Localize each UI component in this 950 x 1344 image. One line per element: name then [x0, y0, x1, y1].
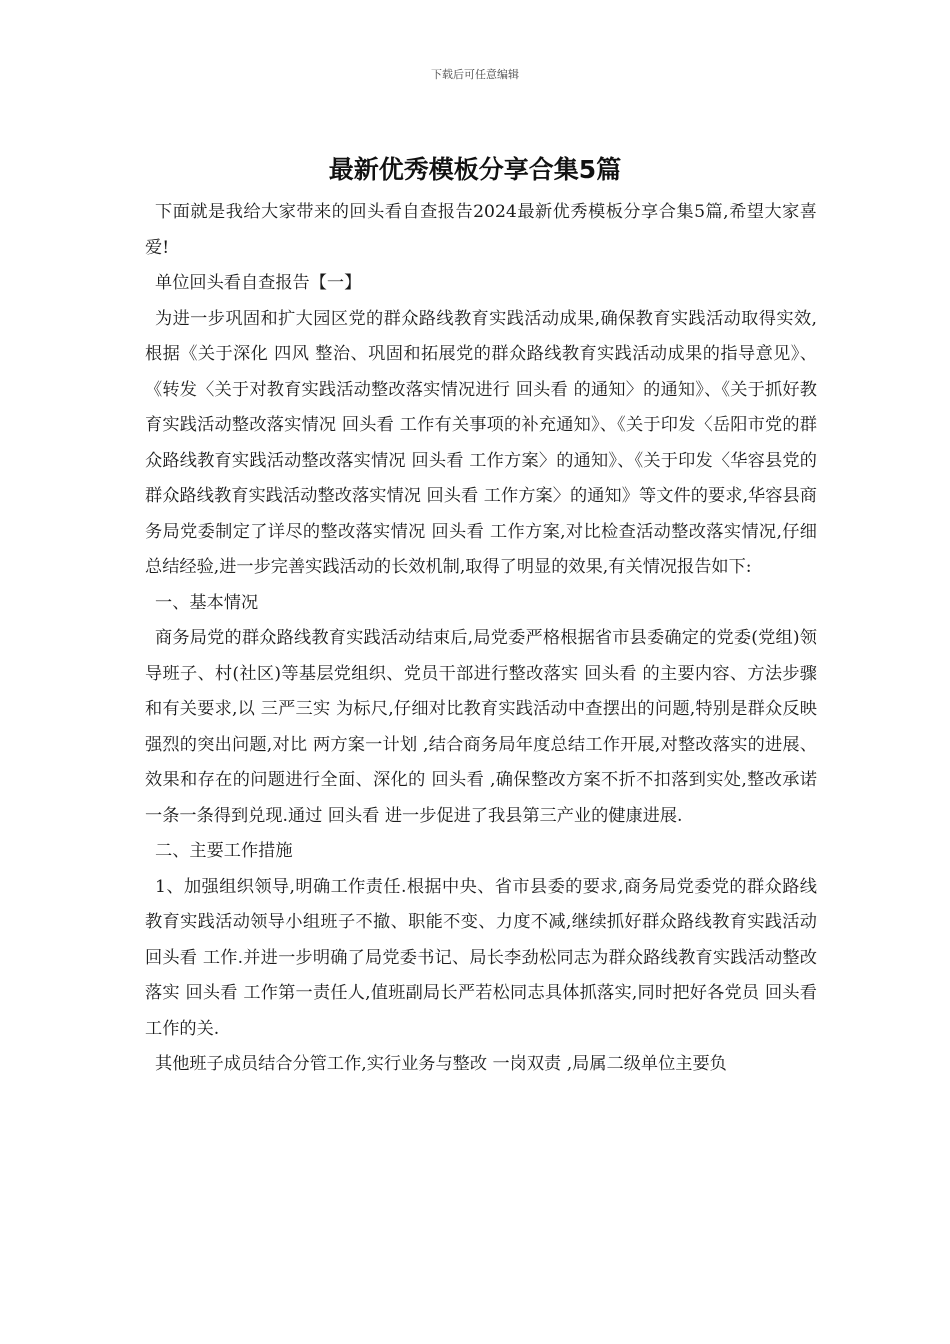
paragraph-other-members: 其他班子成员结合分管工作,实行业务与整改 一岗双责 ,局属二级单位主要负 — [155, 1054, 727, 1074]
section-heading-report-1: 单位回头看自查报告【一】 — [155, 273, 362, 293]
paragraph-measure-1: 1、加强组织领导,明确工作责任.根据中央、省市县委的要求,商务局党委党的群众路线教育实践活动领导小组班子不撤、职能不变、力度不减,继续抓好群众路线教育实践活动 回头看 工作.并进一步明确了局党委书记、局长李劲松同志为群众路线教育实践活动整改落实 回头看 工作第一责任人,值班副局长严若松同志具体抓落实,同时把好各党员 回头看 工作的关. — [145, 876, 817, 1039]
paragraph-basic-situation: 商务局党的群众路线教育实践活动结束后,局党委严格根据省市县委确定的党委(党组)领导班子、村(社区)等基层党组织、党员干部进行整改落实 回头看 的主要内容、方法步骤和有关要求,以 三严三实 为标尺,仔细对比教育实践活动中查摆出的问题,特别是群众反映强烈的突出问题,对比 两方案一计划 ,结合商务局年度总结工作开展,对整改落实的进展、效果和存在的问题进行全面、深化的 回头看 ,确保整改方案不折不扣落到实处,整改承诺一条一条得到兑现.通过 回头看 进一步促进了我县第三产业的健康进展. — [145, 628, 817, 826]
section-heading-main-measures: 二、主要工作措施 — [155, 841, 293, 861]
paragraph-intro: 下面就是我给大家带来的回头看自查报告2024最新优秀模板分享合集5篇,希望大家喜爱! — [145, 202, 817, 258]
section-heading-basic-situation: 一、基本情况 — [155, 592, 259, 613]
document-title: 最新优秀模板分享合集5篇 — [328, 155, 622, 184]
header-note: 下载后可任意编辑 — [431, 68, 519, 81]
document-body — [145, 195, 817, 1083]
paragraph-background: 为进一步巩固和扩大园区党的群众路线教育实践活动成果,确保教育实践活动取得实效,根据《关于深化 四风 整治、巩固和拓展党的群众路线教育实践活动成果的指导意见》、《转发〈关于对教育实践活动整改落实情况进行 回头看 的通知〉的通知》、《关于抓好教育实践活动整改落实情况 回头看 工作有关事项的补充通知》、《关于印发〈岳阳市党的群众路线教育实践活动整改落实情况 回头看 工作方案〉的通知》、《关于印发〈华容县党的群众路线教育实践活动整改落实情况 回头看 工作方案〉的通知》等文件的要求,华容县商务局党委制定了详尽的整改落实情况 回头看 工作方案,对比检查活动整改落实情况,仔细总结经验,进一步完善实践活动的长效机制,取得了明显的效果,有关情况报告如下: — [145, 308, 817, 577]
